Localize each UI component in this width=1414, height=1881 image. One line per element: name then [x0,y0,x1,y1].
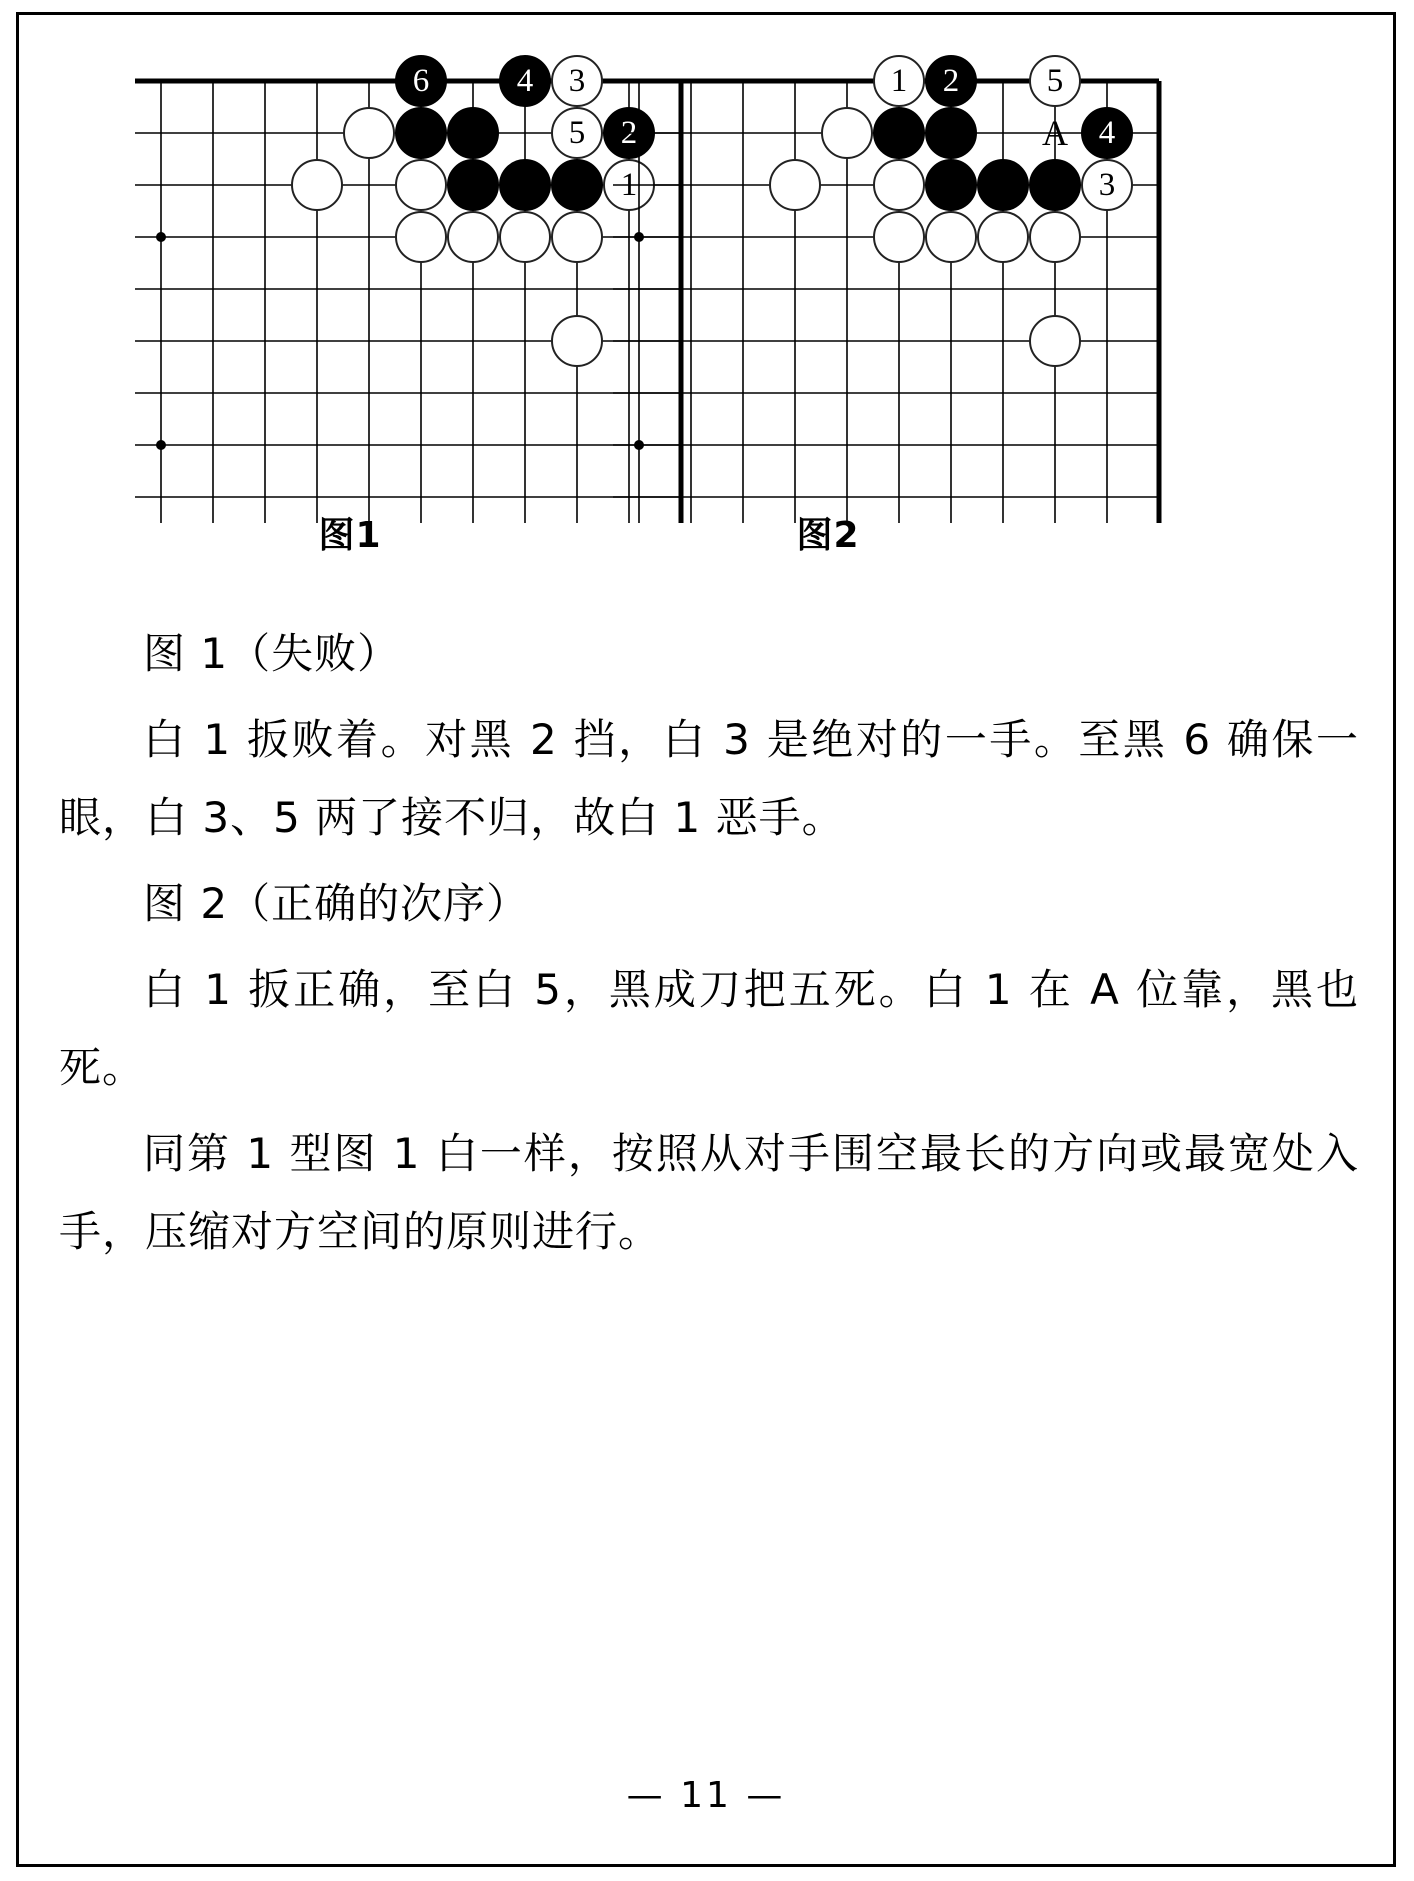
stone-black[interactable] [551,159,603,211]
stone-white-1[interactable]: 1 [873,55,925,107]
heading-figure-1: 图 1（失败） [143,629,401,678]
stone-white[interactable] [551,315,603,367]
stone-black[interactable] [447,107,499,159]
stone-white[interactable] [447,211,499,263]
stone-black-6[interactable]: 6 [395,55,447,107]
stone-black[interactable] [395,107,447,159]
page-content [19,15,1393,1864]
stone-white[interactable] [499,211,551,263]
stone-black[interactable] [873,107,925,159]
stone-white-5[interactable]: 5 [551,107,603,159]
stone-black-4[interactable]: 4 [499,55,551,107]
page-border [16,12,1396,1867]
stone-white[interactable] [291,159,343,211]
paragraph-figure-1: 白 1 扳败着。对黑 2 挡，白 3 是绝对的一手。至黑 6 确保一眼，白 3、5 两了接不归，故白 1 恶手。 [59,715,1359,842]
stone-white-5[interactable]: 5 [1029,55,1081,107]
heading-figure-2: 图 2（正确的次序） [143,879,530,928]
page-number: — 11 — [626,1775,786,1816]
article-body [59,615,1359,1279]
diagram-2-caption: 图2 [796,515,860,556]
stone-black[interactable] [977,159,1029,211]
stone-white[interactable] [925,211,977,263]
stone-black[interactable] [1029,159,1081,211]
stone-white[interactable] [395,211,447,263]
stone-white[interactable] [551,211,603,263]
stone-white[interactable] [769,159,821,211]
stone-black[interactable] [447,159,499,211]
go-board-2[interactable] [613,55,1185,523]
paragraph-figure-2: 白 1 扳正确，至白 5，黑成刀把五死。白 1 在 A 位靠，黑也死。 [59,965,1359,1092]
stone-white[interactable] [343,107,395,159]
stone-white-3[interactable]: 3 [1081,159,1133,211]
paragraph-principle: 同第 1 型图 1 白一样，按照从对手围空最长的方向或最宽处入手，压缩对方空间的原则进行。 [59,1129,1359,1256]
stone-black-4[interactable]: 4 [1081,107,1133,159]
stone-white[interactable] [873,159,925,211]
stone-white[interactable] [1029,315,1081,367]
stone-white[interactable] [977,211,1029,263]
stone-white[interactable] [873,211,925,263]
stone-black-2[interactable]: 2 [603,107,655,159]
stone-white-3[interactable]: 3 [551,55,603,107]
stone-white[interactable] [1029,211,1081,263]
stone-black[interactable] [925,107,977,159]
diagram-2 [613,55,1185,556]
stone-white[interactable] [395,159,447,211]
stone-white[interactable] [821,107,873,159]
stone-black-2[interactable]: 2 [925,55,977,107]
diagram-1-caption: 图1 [318,515,382,556]
go-diagrams-row [19,55,1393,575]
stone-black[interactable] [925,159,977,211]
board-marker-a: A [1042,113,1068,153]
stone-white-1[interactable]: 1 [603,159,655,211]
stone-black[interactable] [499,159,551,211]
